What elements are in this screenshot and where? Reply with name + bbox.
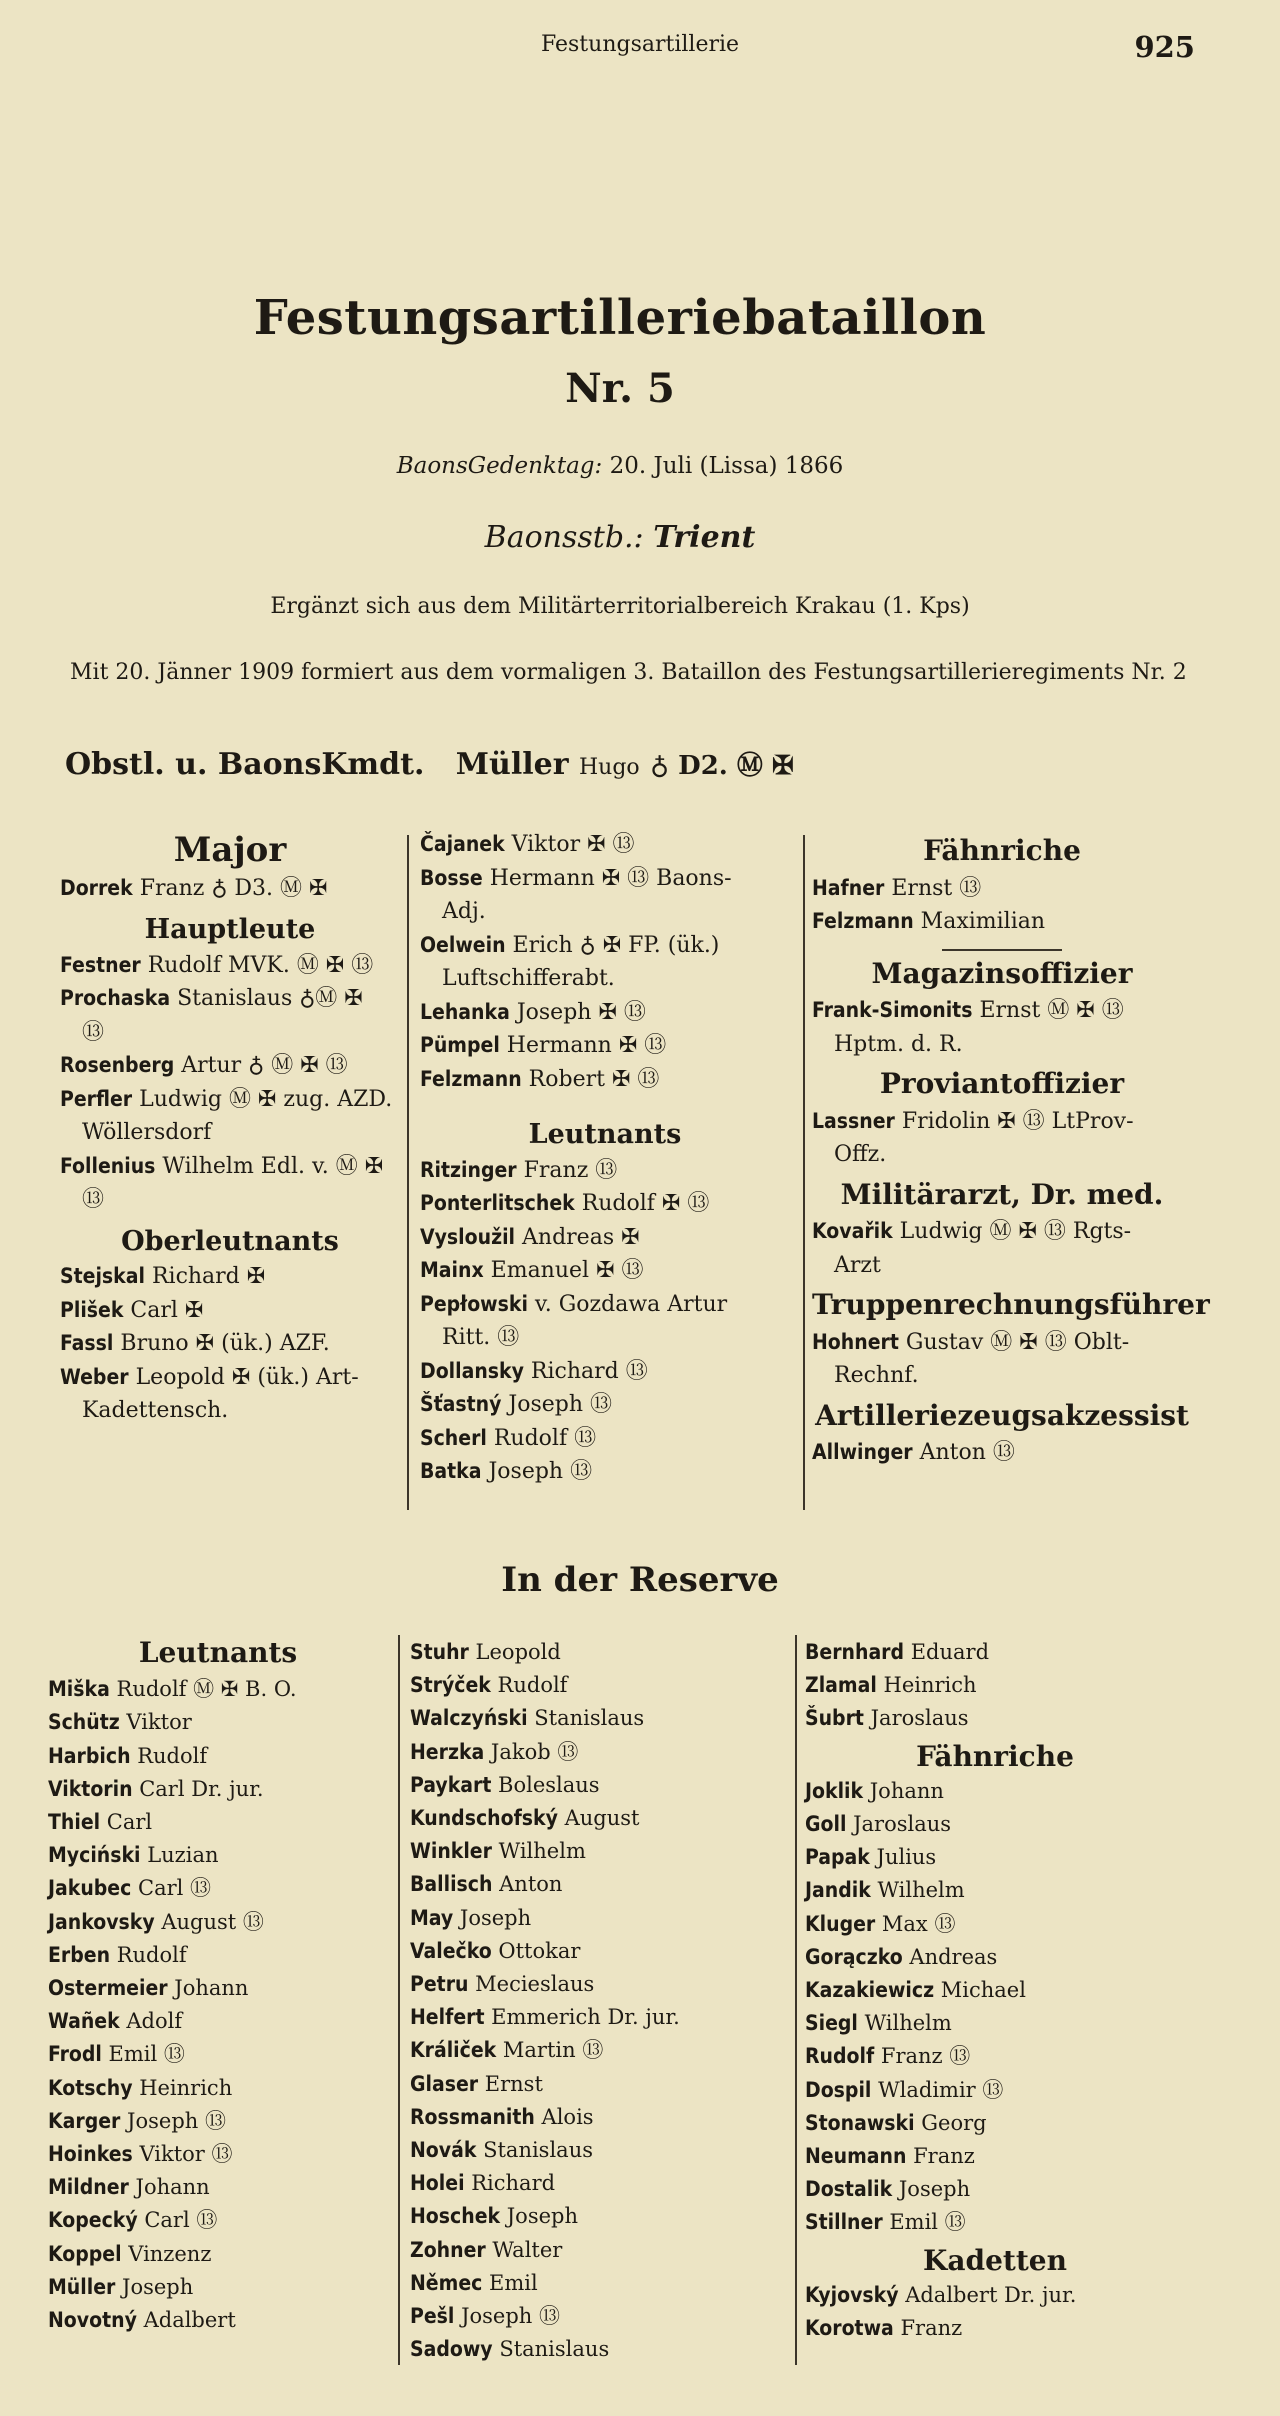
reserve-entry: Glaser Ernst bbox=[410, 2071, 543, 2096]
heading-akzessist: Artilleriezeugsakzessist bbox=[815, 1398, 1189, 1432]
reserve-entry: Goll Jaroslaus bbox=[805, 1812, 952, 1837]
entry-surname: Rosenberg bbox=[60, 1053, 175, 1077]
entry-surname: Mainx bbox=[420, 1258, 484, 1282]
roster-entry bbox=[420, 1254, 790, 1288]
entry-details: Viktor ✠ ⑬ bbox=[504, 832, 635, 857]
column-1 bbox=[60, 828, 400, 1428]
entry-surname: Bosse bbox=[420, 865, 483, 890]
entry-surname: Weber bbox=[60, 1364, 129, 1389]
entry-surname: Scherl bbox=[420, 1425, 487, 1450]
reserve-entry: Helfert Emmerich Dr. jur. bbox=[410, 2005, 680, 2030]
roster-entry bbox=[60, 1260, 400, 1294]
entry-details: Ernst ⑬ bbox=[884, 875, 982, 901]
column-divider bbox=[398, 1635, 400, 2365]
reserve-entry: Pešl Joseph ⑬ bbox=[410, 2304, 560, 2329]
reserve-entry: Šubrt Jaroslaus bbox=[805, 1706, 969, 1731]
running-title: Festungsartillerie bbox=[540, 32, 740, 57]
reserve-entry: Králiček Martin ⑬ bbox=[410, 2038, 604, 2063]
column-divider bbox=[803, 835, 805, 1510]
reserve-entry: Korotwa Franz bbox=[805, 2316, 963, 2341]
entry-continuation: Offz. bbox=[834, 1142, 887, 1167]
entry-details: Emanuel ✠ ⑬ bbox=[483, 1258, 644, 1283]
section-number: Nr. 5 bbox=[565, 365, 675, 412]
roster-entry bbox=[60, 982, 400, 1016]
entry-continuation: Kadettensch. bbox=[82, 1398, 229, 1423]
reserve-entry: Zohner Walter bbox=[410, 2237, 563, 2262]
heading-truppen: Truppenrechnungsführer bbox=[812, 1288, 1210, 1321]
roster-entry bbox=[812, 1105, 1192, 1139]
roster-entry bbox=[420, 1221, 790, 1255]
entry-details: Franz ⑬ bbox=[516, 1157, 618, 1183]
entry-surname: Dorrek bbox=[60, 875, 133, 900]
heading-major: Major bbox=[173, 830, 287, 870]
entry-surname: Batka bbox=[420, 1459, 482, 1483]
baonsstb-label: Baonsstb.: bbox=[484, 520, 644, 555]
entry-details: Gustav Ⓜ ✠ ⑬ Oblt- bbox=[898, 1329, 1130, 1355]
reserve-entry: Dospil Wladimir ⑬ bbox=[805, 2077, 1004, 2102]
entry-details: Ernst Ⓜ ✠ ⑬ bbox=[972, 998, 1124, 1023]
reserve-entry: Kluger Max ⑬ bbox=[805, 1911, 956, 1936]
entry-details: Joseph ⑬ bbox=[501, 1392, 613, 1417]
roster-entry bbox=[420, 1388, 790, 1422]
reserve-entry: Stonawski Georg bbox=[805, 2110, 987, 2135]
entry-details: Fridolin ✠ ⑬ LtProv- bbox=[894, 1108, 1134, 1134]
reserve-entry: Siegl Wilhelm bbox=[805, 2011, 952, 2036]
entry-surname: Dollansky bbox=[420, 1358, 524, 1383]
entry-surname: Follenius bbox=[60, 1153, 156, 1178]
entry-surname: Kovařik bbox=[812, 1219, 893, 1243]
entry-continuation: Rechnf. bbox=[834, 1363, 919, 1388]
commander-marks: ♁ D2. Ⓜ ✠ bbox=[650, 751, 794, 781]
heading-reserve-leutnants: Leutnants bbox=[138, 1636, 298, 1669]
entry-continuation: Adj. bbox=[442, 899, 486, 924]
entry-details: Ludwig Ⓜ ✠ zug. AZD. bbox=[132, 1086, 393, 1112]
commander-name: Müller bbox=[455, 747, 569, 782]
heading-faehnriche: Fähnriche bbox=[923, 834, 1081, 867]
roster-entry bbox=[60, 872, 400, 906]
entry-details: Erich ♁ ✠ FP. (ük.) bbox=[505, 932, 720, 958]
roster-entry bbox=[812, 1326, 1192, 1360]
reserve-column-3 bbox=[805, 1636, 1185, 2345]
entry-surname: Šťastný bbox=[420, 1392, 502, 1416]
commander-line bbox=[65, 745, 794, 782]
roster-entry bbox=[60, 1294, 400, 1328]
entry-details: Joseph ⑬ bbox=[481, 1459, 593, 1484]
roster-entry bbox=[812, 1436, 1192, 1470]
roster-entry bbox=[420, 1288, 790, 1322]
roster-entry bbox=[60, 1049, 400, 1083]
roster-entry bbox=[420, 1029, 790, 1063]
roster-entry bbox=[420, 1422, 790, 1456]
entry-details: Richard ✠ bbox=[144, 1264, 266, 1289]
entry-surname: Hohnert bbox=[812, 1329, 899, 1354]
reserve-entry: Němec Emil bbox=[410, 2270, 538, 2295]
reserve-entry: Karger Joseph ⑬ bbox=[48, 2108, 226, 2133]
gedenktag-line bbox=[0, 453, 1240, 479]
entry-surname: Felzmann bbox=[812, 909, 914, 933]
roster-entry bbox=[420, 1455, 790, 1489]
reserve-entry: Neumann Franz bbox=[805, 2144, 975, 2169]
entry-details: Robert ✠ ⑬ bbox=[521, 1066, 660, 1092]
entry-surname: Ritzinger bbox=[420, 1157, 517, 1182]
reserve-entry: Walczyński Stanislaus bbox=[410, 1706, 645, 1731]
reserve-entry: Frodl Emil ⑬ bbox=[48, 2042, 185, 2067]
reserve-entry: Sadowy Stanislaus bbox=[410, 2337, 610, 2362]
commander-rank: Obstl. u. BaonsKmdt. bbox=[65, 747, 425, 782]
roster-entry bbox=[420, 1187, 790, 1221]
entry-details: Rudolf ✠ ⑬ bbox=[574, 1191, 710, 1216]
entry-details: Rudolf MVK. Ⓜ ✠ ⑬ bbox=[140, 952, 374, 978]
roster-entry bbox=[60, 1327, 400, 1361]
reserve-entry: Kundschofský August bbox=[410, 1806, 640, 1831]
reserve-entry: Petru Mecieslaus bbox=[410, 1972, 595, 1997]
reserve-entry: Valečko Ottokar bbox=[410, 1938, 581, 1963]
reserve-entry: Myciński Luzian bbox=[48, 1843, 219, 1868]
heading-reserve-kadetten: Kadetten bbox=[923, 2243, 1067, 2277]
reserve-entry: Kotschy Heinrich bbox=[48, 2075, 233, 2100]
reserve-entry: May Joseph bbox=[410, 1905, 532, 1930]
entry-details: Wilhelm Edl. v. Ⓜ ✠ bbox=[155, 1153, 384, 1179]
entry-continuation: ⑬ bbox=[82, 1187, 105, 1212]
roster-entry bbox=[420, 929, 790, 963]
formation-line: Mit 20. Jänner 1909 formiert aus dem vormaligen 3. Bataillon des Festungsartillerieregiments Nr. 2 bbox=[70, 660, 1187, 685]
reserve-entry: Kyjovský Adalbert Dr. jur. bbox=[805, 2282, 1077, 2307]
heading-reserve-faehnriche: Fähnriche bbox=[916, 1739, 1074, 1773]
roster-entry bbox=[420, 1355, 790, 1389]
reserve-entry: Kopecký Carl ⑬ bbox=[48, 2208, 218, 2233]
reserve-entry: Stillner Emil ⑬ bbox=[805, 2210, 966, 2235]
entry-details: Hermann ✠ ⑬ bbox=[499, 1033, 667, 1058]
reserve-entry: Gorączko Andreas bbox=[805, 1944, 998, 1969]
section-title: Festungsartilleriebataillon bbox=[253, 290, 987, 346]
roster-entry bbox=[420, 996, 790, 1030]
roster-entry bbox=[420, 1154, 790, 1188]
entry-details: Leopold ✠ (ük.) Art- bbox=[128, 1364, 359, 1390]
reserve-entry: Jakubec Carl ⑬ bbox=[48, 1876, 212, 1901]
entry-surname: Lehanka bbox=[420, 999, 510, 1024]
entry-details: Hermann ✠ ⑬ Baons- bbox=[482, 865, 732, 891]
reserve-entry: Thiel Carl bbox=[48, 1810, 153, 1835]
reserve-entry: Jankovsky August ⑬ bbox=[48, 1909, 264, 1934]
entry-surname: Hafner bbox=[812, 875, 885, 900]
commander-first: Hugo bbox=[578, 755, 640, 780]
entry-surname: Felzmann bbox=[420, 1066, 522, 1091]
divider bbox=[942, 949, 1062, 951]
reserve-entry: Hoschek Joseph bbox=[410, 2204, 578, 2229]
roster-entry bbox=[60, 1361, 400, 1395]
entry-details: Stanislaus ♁Ⓜ ✠ bbox=[170, 986, 363, 1011]
entry-surname: Oelwein bbox=[420, 932, 506, 957]
entry-details: Bruno ✠ (ük.) AZF. bbox=[113, 1331, 330, 1356]
roster-entry bbox=[60, 1150, 400, 1184]
reserve-entry: Schütz Viktor bbox=[48, 1710, 192, 1735]
roster-entry bbox=[812, 994, 1192, 1028]
roster-entry bbox=[420, 862, 790, 896]
reserve-entry: Koppel Vinzenz bbox=[48, 2241, 212, 2266]
column-divider bbox=[407, 835, 409, 1510]
reserve-column-2 bbox=[410, 1636, 790, 2366]
entry-surname: Pepłowski bbox=[420, 1291, 528, 1316]
roster-entry bbox=[60, 949, 400, 983]
reserve-entry: Rossmanith Alois bbox=[410, 2104, 594, 2129]
reserve-entry: Novák Stanislaus bbox=[410, 2138, 593, 2163]
reserve-entry: Winkler Wilhelm bbox=[410, 1839, 586, 1864]
column-3 bbox=[812, 828, 1210, 1470]
entry-continuation: ⑬ bbox=[82, 1019, 105, 1045]
reserve-entry: Novotný Adalbert bbox=[48, 2308, 236, 2333]
entry-surname: Prochaska bbox=[60, 986, 171, 1010]
entry-surname: Perfler bbox=[60, 1086, 133, 1111]
reserve-entry: Müller Joseph bbox=[48, 2274, 194, 2299]
baonsstb-line bbox=[0, 520, 1240, 555]
entry-continuation: Arzt bbox=[834, 1252, 881, 1278]
entry-surname: Stejskal bbox=[60, 1264, 145, 1288]
ergaenzung-line: Ergänzt sich aus dem Militärterritorialbereich Krakau (1. Kps) bbox=[270, 594, 970, 619]
reserve-entry: Stuhr Leopold bbox=[410, 1640, 561, 1664]
column-divider bbox=[795, 1635, 797, 2365]
reserve-entry: Wañek Adolf bbox=[48, 2009, 183, 2034]
entry-continuation: Ritt. ⑬ bbox=[442, 1325, 520, 1350]
entry-details: Joseph ✠ ⑬ bbox=[509, 999, 646, 1025]
column-2 bbox=[420, 828, 790, 1489]
reserve-entry: Viktorin Carl Dr. jur. bbox=[48, 1776, 264, 1801]
reserve-entry: Paykart Boleslaus bbox=[410, 1772, 600, 1797]
entry-details: v. Gozdawa Artur bbox=[527, 1291, 728, 1317]
roster-entry bbox=[812, 872, 1192, 906]
reserve-entry: Mildner Johann bbox=[48, 2175, 210, 2200]
reserve-entry: Joklik Johann bbox=[805, 1778, 944, 1803]
reserve-entry: Ballisch Anton bbox=[410, 1872, 563, 1897]
reserve-entry: Papak Julius bbox=[805, 1845, 937, 1870]
entry-surname: Fassl bbox=[60, 1331, 114, 1355]
heading-oberleutnants: Oberleutnants bbox=[121, 1225, 339, 1257]
reserve-entry: Kazakiewicz Michael bbox=[805, 1978, 1026, 2003]
entry-continuation: Luftschifferabt. bbox=[442, 966, 615, 991]
entry-surname: Lassner bbox=[812, 1108, 895, 1133]
reserve-entry: Strýček Rudolf bbox=[410, 1673, 568, 1698]
reserve-entry: Ostermeier Johann bbox=[48, 1976, 249, 2001]
reserve-entry: Bernhard Eduard bbox=[805, 1640, 990, 1664]
roster-entry bbox=[812, 1215, 1192, 1249]
reserve-entry: Zlamal Heinrich bbox=[805, 1673, 977, 1698]
entry-surname: Ponterlitschek bbox=[420, 1191, 575, 1215]
entry-surname: Pümpel bbox=[420, 1033, 500, 1057]
entry-details: Anton ⑬ bbox=[912, 1440, 1015, 1465]
page-number: 925 bbox=[1134, 30, 1195, 64]
heading-leutnants: Leutnants bbox=[528, 1119, 682, 1150]
entry-details: Richard ⑬ bbox=[523, 1358, 648, 1384]
entry-details: Rudolf ⑬ bbox=[486, 1425, 597, 1451]
reserve-entry: Herzka Jakob ⑬ bbox=[410, 1739, 579, 1764]
heading-magazin: Magazinsoffizier bbox=[871, 956, 1133, 990]
heading-arzt: Militärarzt, Dr. med. bbox=[840, 1177, 1164, 1211]
entry-surname: Festner bbox=[60, 952, 141, 977]
baonsstb-value: Trient bbox=[653, 520, 756, 555]
entry-surname: Allwinger bbox=[812, 1440, 913, 1464]
entry-surname: Čajanek bbox=[420, 832, 505, 856]
roster-entry bbox=[60, 1083, 400, 1117]
entry-surname: Frank-Simonits bbox=[812, 998, 973, 1022]
roster-entry bbox=[420, 1063, 790, 1097]
entry-details: Maximilian bbox=[913, 909, 1046, 934]
heading-proviant: Proviantoffizier bbox=[879, 1067, 1125, 1100]
entry-continuation: Hptm. d. R. bbox=[834, 1031, 963, 1057]
gedenktag-label: BaonsGedenktag: bbox=[396, 453, 603, 479]
reserve-entry: Rudolf Franz ⑬ bbox=[805, 2044, 971, 2069]
roster-entry bbox=[812, 905, 1192, 939]
reserve-column-1 bbox=[48, 1636, 388, 2337]
entry-details: Ludwig Ⓜ ✠ ⑬ Rgts- bbox=[892, 1219, 1132, 1244]
entry-details: Franz ♁ D3. Ⓜ ✠ bbox=[132, 875, 328, 901]
reserve-entry: Holei Richard bbox=[410, 2171, 556, 2196]
reserve-entry: Hoinkes Viktor ⑬ bbox=[48, 2142, 233, 2167]
reserve-entry: Harbich Rudolf bbox=[48, 1743, 208, 1768]
reserve-entry: Dostalik Joseph bbox=[805, 2177, 971, 2202]
entry-continuation: Wöllersdorf bbox=[82, 1120, 212, 1145]
reserve-entry: Erben Rudolf bbox=[48, 1942, 187, 1967]
entry-surname: Vysloužil bbox=[420, 1224, 516, 1249]
heading-hauptleute: Hauptleute bbox=[144, 914, 316, 945]
roster-entry bbox=[420, 828, 790, 862]
gedenktag-value: 20. Juli (Lissa) 1866 bbox=[609, 453, 844, 479]
reserve-entry: Jandik Wilhelm bbox=[805, 1878, 965, 1903]
reserve-entry: Miška Rudolf Ⓜ ✠ B. O. bbox=[48, 1677, 297, 1702]
entry-details: Andreas ✠ bbox=[515, 1224, 640, 1250]
entry-details: Artur ♁ Ⓜ ✠ ⑬ bbox=[174, 1053, 348, 1078]
reserve-heading: In der Reserve bbox=[501, 1560, 779, 1600]
entry-details: Carl ✠ bbox=[123, 1297, 204, 1323]
entry-surname: Plišek bbox=[60, 1297, 124, 1322]
